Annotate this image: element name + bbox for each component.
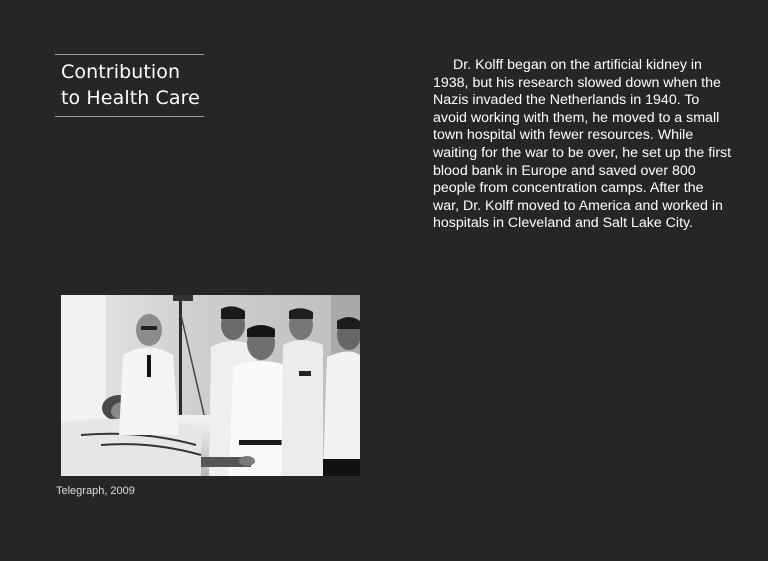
photo-illustration	[61, 295, 360, 476]
body-paragraph: Dr. Kolff began on the artificial kidney in 1938, but his research slowed down when the Nazis invaded the Netherlands in 1940. To avoid working with them, he moved to a small town hospital with fewer resources. While waiting for the war to be over, he set up the first blood bank in Europe and saved over 800 people from concentration camps. After the war, Dr. Kolff moved to America and worked in hospitals in Cleveland and Salt Lake City.	[433, 57, 732, 232]
photo-caption: Telegraph, 2009	[56, 485, 135, 497]
slide-title: Contribution to Health Care	[61, 61, 200, 109]
historical-photo	[61, 295, 360, 476]
title-block	[55, 54, 204, 117]
